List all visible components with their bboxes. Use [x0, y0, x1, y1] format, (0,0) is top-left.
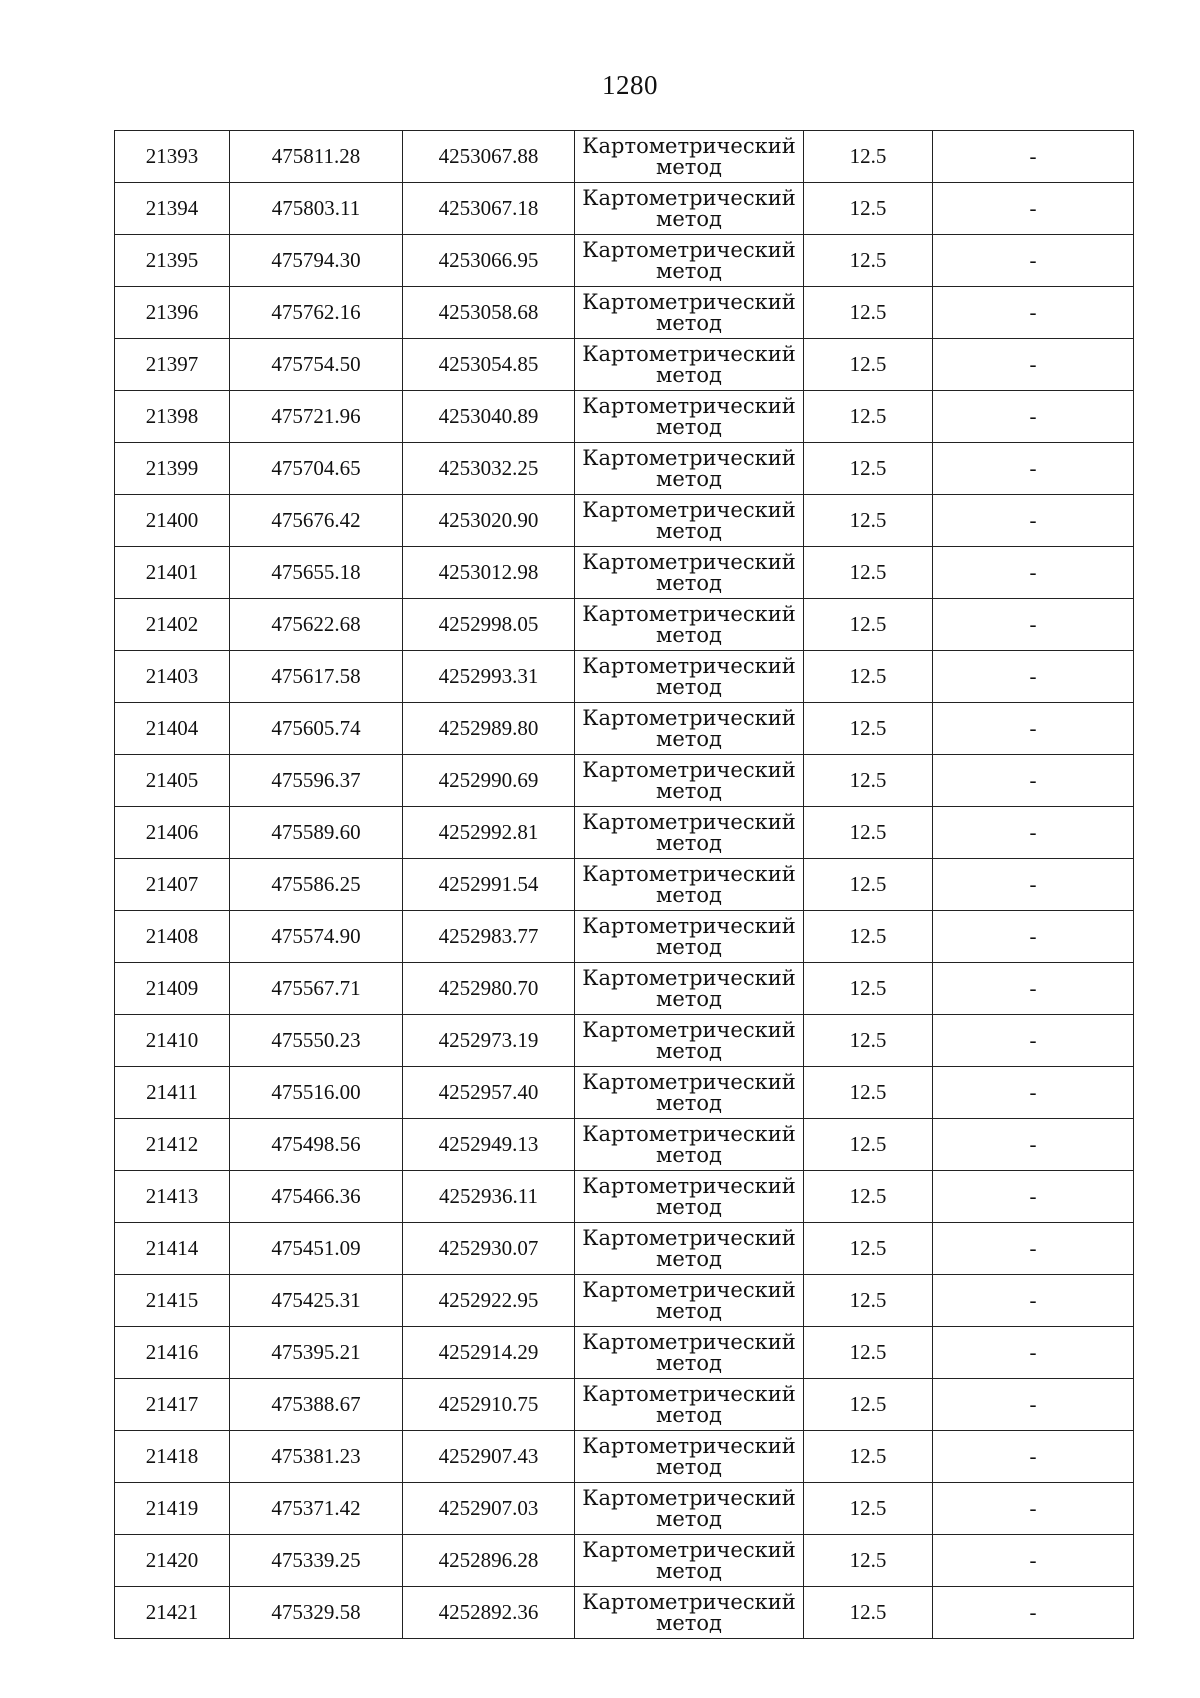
- accuracy-cell: 12.5: [804, 1535, 933, 1587]
- note-cell: -: [933, 703, 1134, 755]
- note-cell: -: [933, 339, 1134, 391]
- method-line1: Картометрический: [582, 965, 796, 990]
- method-line2: метод: [656, 1090, 722, 1115]
- x-coordinate-cell: 475574.90: [230, 911, 403, 963]
- x-coordinate-cell: 475721.96: [230, 391, 403, 443]
- note-cell: -: [933, 911, 1134, 963]
- x-coordinate-cell: 475395.21: [230, 1327, 403, 1379]
- method-cell: [575, 859, 804, 911]
- note-cell: -: [933, 1483, 1134, 1535]
- note-cell: -: [933, 287, 1134, 339]
- note-cell: -: [933, 1223, 1134, 1275]
- note-cell: -: [933, 131, 1134, 183]
- method-cell: [575, 1535, 804, 1587]
- accuracy-cell: 12.5: [804, 1067, 933, 1119]
- point-id-cell: 21407: [115, 859, 230, 911]
- note-cell: -: [933, 755, 1134, 807]
- note-cell: -: [933, 1015, 1134, 1067]
- x-coordinate-cell: 475655.18: [230, 547, 403, 599]
- note-cell: -: [933, 1171, 1134, 1223]
- note-cell: -: [933, 651, 1134, 703]
- accuracy-cell: 12.5: [804, 1483, 933, 1535]
- method-cell: [575, 1119, 804, 1171]
- y-coordinate-cell: 4252910.75: [403, 1379, 575, 1431]
- note-cell: -: [933, 1067, 1134, 1119]
- accuracy-cell: 12.5: [804, 1119, 933, 1171]
- table-row: [115, 183, 1134, 235]
- y-coordinate-cell: 4252892.36: [403, 1587, 575, 1639]
- table-row: [115, 1015, 1134, 1067]
- method-line2: метод: [656, 1506, 722, 1531]
- method-line1: Картометрический: [582, 1017, 796, 1042]
- y-coordinate-cell: 4252993.31: [403, 651, 575, 703]
- note-cell: -: [933, 547, 1134, 599]
- method-line2: метод: [656, 1610, 722, 1635]
- point-id-cell: 21417: [115, 1379, 230, 1431]
- method-cell: [575, 807, 804, 859]
- x-coordinate-cell: 475605.74: [230, 703, 403, 755]
- accuracy-cell: 12.5: [804, 1379, 933, 1431]
- method-line2: метод: [656, 1142, 722, 1167]
- method-line1: Картометрический: [582, 1381, 796, 1406]
- y-coordinate-cell: 4252991.54: [403, 859, 575, 911]
- x-coordinate-cell: 475550.23: [230, 1015, 403, 1067]
- table-row: [115, 1067, 1134, 1119]
- table-row: [115, 755, 1134, 807]
- method-line2: метод: [656, 1194, 722, 1219]
- note-cell: -: [933, 1275, 1134, 1327]
- table-row: [115, 599, 1134, 651]
- point-id-cell: 21419: [115, 1483, 230, 1535]
- point-id-cell: 21396: [115, 287, 230, 339]
- table-row: [115, 1483, 1134, 1535]
- y-coordinate-cell: 4252907.43: [403, 1431, 575, 1483]
- method-cell: [575, 495, 804, 547]
- point-id-cell: 21412: [115, 1119, 230, 1171]
- method-line2: метод: [656, 570, 722, 595]
- method-cell: [575, 1015, 804, 1067]
- method-line2: метод: [656, 1038, 722, 1063]
- table-row: [115, 547, 1134, 599]
- method-cell: [575, 287, 804, 339]
- y-coordinate-cell: 4252896.28: [403, 1535, 575, 1587]
- note-cell: -: [933, 1535, 1134, 1587]
- note-cell: -: [933, 859, 1134, 911]
- x-coordinate-cell: 475371.42: [230, 1483, 403, 1535]
- method-line1: Картометрический: [582, 1433, 796, 1458]
- method-cell: [575, 963, 804, 1015]
- accuracy-cell: 12.5: [804, 911, 933, 963]
- y-coordinate-cell: 4252973.19: [403, 1015, 575, 1067]
- accuracy-cell: 12.5: [804, 391, 933, 443]
- note-cell: -: [933, 443, 1134, 495]
- accuracy-cell: 12.5: [804, 1327, 933, 1379]
- coordinates-table: [114, 130, 1134, 1639]
- x-coordinate-cell: 475794.30: [230, 235, 403, 287]
- y-coordinate-cell: 4252922.95: [403, 1275, 575, 1327]
- method-line1: Картометрический: [582, 549, 796, 574]
- method-cell: [575, 391, 804, 443]
- table-row: [115, 911, 1134, 963]
- method-line2: метод: [656, 882, 722, 907]
- x-coordinate-cell: 475676.42: [230, 495, 403, 547]
- accuracy-cell: 12.5: [804, 183, 933, 235]
- point-id-cell: 21420: [115, 1535, 230, 1587]
- method-cell: [575, 1327, 804, 1379]
- method-line2: метод: [656, 518, 722, 543]
- point-id-cell: 21408: [115, 911, 230, 963]
- point-id-cell: 21401: [115, 547, 230, 599]
- accuracy-cell: 12.5: [804, 703, 933, 755]
- x-coordinate-cell: 475589.60: [230, 807, 403, 859]
- y-coordinate-cell: 4252957.40: [403, 1067, 575, 1119]
- method-line1: Картометрический: [582, 133, 796, 158]
- x-coordinate-cell: 475381.23: [230, 1431, 403, 1483]
- method-line1: Картометрический: [582, 1277, 796, 1302]
- y-coordinate-cell: 4253040.89: [403, 391, 575, 443]
- method-cell: [575, 1431, 804, 1483]
- point-id-cell: 21410: [115, 1015, 230, 1067]
- accuracy-cell: 12.5: [804, 651, 933, 703]
- method-line2: метод: [656, 674, 722, 699]
- accuracy-cell: 12.5: [804, 1587, 933, 1639]
- y-coordinate-cell: 4253054.85: [403, 339, 575, 391]
- method-line1: Картометрический: [582, 237, 796, 262]
- accuracy-cell: 12.5: [804, 1431, 933, 1483]
- accuracy-cell: 12.5: [804, 287, 933, 339]
- method-cell: [575, 183, 804, 235]
- method-line2: метод: [656, 986, 722, 1011]
- accuracy-cell: 12.5: [804, 495, 933, 547]
- method-line1: Картометрический: [582, 653, 796, 678]
- table-row: [115, 495, 1134, 547]
- accuracy-cell: 12.5: [804, 963, 933, 1015]
- method-line2: метод: [656, 310, 722, 335]
- y-coordinate-cell: 4252990.69: [403, 755, 575, 807]
- method-line1: Картометрический: [582, 1121, 796, 1146]
- note-cell: -: [933, 1431, 1134, 1483]
- point-id-cell: 21418: [115, 1431, 230, 1483]
- y-coordinate-cell: 4252914.29: [403, 1327, 575, 1379]
- method-cell: [575, 1379, 804, 1431]
- method-line1: Картометрический: [582, 809, 796, 834]
- y-coordinate-cell: 4252936.11: [403, 1171, 575, 1223]
- table-row: [115, 963, 1134, 1015]
- accuracy-cell: 12.5: [804, 1223, 933, 1275]
- method-line1: Картометрический: [582, 289, 796, 314]
- table-row: [115, 807, 1134, 859]
- note-cell: -: [933, 1587, 1134, 1639]
- note-cell: -: [933, 1119, 1134, 1171]
- y-coordinate-cell: 4253067.18: [403, 183, 575, 235]
- method-cell: [575, 443, 804, 495]
- x-coordinate-cell: 475425.31: [230, 1275, 403, 1327]
- accuracy-cell: 12.5: [804, 755, 933, 807]
- x-coordinate-cell: 475567.71: [230, 963, 403, 1015]
- method-line1: Картометрический: [582, 1485, 796, 1510]
- method-cell: [575, 599, 804, 651]
- method-line1: Картометрический: [582, 393, 796, 418]
- method-line1: Картометрический: [582, 705, 796, 730]
- x-coordinate-cell: 475586.25: [230, 859, 403, 911]
- method-line2: метод: [656, 934, 722, 959]
- method-line1: Картометрический: [582, 185, 796, 210]
- method-cell: [575, 1483, 804, 1535]
- method-line1: Картометрический: [582, 1537, 796, 1562]
- table-body: [115, 131, 1134, 1639]
- point-id-cell: 21406: [115, 807, 230, 859]
- method-cell: [575, 703, 804, 755]
- accuracy-cell: 12.5: [804, 547, 933, 599]
- point-id-cell: 21416: [115, 1327, 230, 1379]
- method-cell: [575, 235, 804, 287]
- point-id-cell: 21413: [115, 1171, 230, 1223]
- point-id-cell: 21421: [115, 1587, 230, 1639]
- method-line1: Картометрический: [582, 1329, 796, 1354]
- y-coordinate-cell: 4252992.81: [403, 807, 575, 859]
- method-line2: метод: [656, 726, 722, 751]
- point-id-cell: 21402: [115, 599, 230, 651]
- y-coordinate-cell: 4253032.25: [403, 443, 575, 495]
- x-coordinate-cell: 475704.65: [230, 443, 403, 495]
- method-line2: метод: [656, 1350, 722, 1375]
- accuracy-cell: 12.5: [804, 1015, 933, 1067]
- table-row: [115, 1223, 1134, 1275]
- point-id-cell: 21400: [115, 495, 230, 547]
- table-row: [115, 1171, 1134, 1223]
- method-cell: [575, 755, 804, 807]
- note-cell: -: [933, 1379, 1134, 1431]
- method-line2: метод: [656, 206, 722, 231]
- table-row: [115, 235, 1134, 287]
- table-row: [115, 1379, 1134, 1431]
- x-coordinate-cell: 475329.58: [230, 1587, 403, 1639]
- method-cell: [575, 911, 804, 963]
- note-cell: -: [933, 1327, 1134, 1379]
- method-line2: метод: [656, 1402, 722, 1427]
- method-cell: [575, 339, 804, 391]
- accuracy-cell: 12.5: [804, 131, 933, 183]
- note-cell: -: [933, 599, 1134, 651]
- note-cell: -: [933, 807, 1134, 859]
- method-cell: [575, 1587, 804, 1639]
- method-cell: [575, 131, 804, 183]
- x-coordinate-cell: 475811.28: [230, 131, 403, 183]
- y-coordinate-cell: 4253020.90: [403, 495, 575, 547]
- method-line2: метод: [656, 830, 722, 855]
- x-coordinate-cell: 475803.11: [230, 183, 403, 235]
- point-id-cell: 21397: [115, 339, 230, 391]
- x-coordinate-cell: 475388.67: [230, 1379, 403, 1431]
- method-cell: [575, 1223, 804, 1275]
- note-cell: -: [933, 495, 1134, 547]
- accuracy-cell: 12.5: [804, 599, 933, 651]
- y-coordinate-cell: 4252907.03: [403, 1483, 575, 1535]
- note-cell: -: [933, 235, 1134, 287]
- table-row: [115, 1431, 1134, 1483]
- page-number: 1280: [602, 70, 658, 100]
- y-coordinate-cell: 4252980.70: [403, 963, 575, 1015]
- method-line2: метод: [656, 414, 722, 439]
- method-line1: Картометрический: [582, 1069, 796, 1094]
- x-coordinate-cell: 475339.25: [230, 1535, 403, 1587]
- method-cell: [575, 1067, 804, 1119]
- accuracy-cell: 12.5: [804, 807, 933, 859]
- point-id-cell: 21404: [115, 703, 230, 755]
- table-row: [115, 859, 1134, 911]
- table-row: [115, 1587, 1134, 1639]
- point-id-cell: 21399: [115, 443, 230, 495]
- table-row: [115, 703, 1134, 755]
- method-line1: Картометрический: [582, 861, 796, 886]
- x-coordinate-cell: 475466.36: [230, 1171, 403, 1223]
- x-coordinate-cell: 475451.09: [230, 1223, 403, 1275]
- point-id-cell: 21409: [115, 963, 230, 1015]
- method-line1: Картометрический: [582, 341, 796, 366]
- point-id-cell: 21394: [115, 183, 230, 235]
- method-line2: метод: [656, 778, 722, 803]
- method-line2: метод: [656, 1558, 722, 1583]
- method-line1: Картометрический: [582, 1225, 796, 1250]
- x-coordinate-cell: 475516.00: [230, 1067, 403, 1119]
- method-line1: Картометрический: [582, 497, 796, 522]
- accuracy-cell: 12.5: [804, 339, 933, 391]
- x-coordinate-cell: 475762.16: [230, 287, 403, 339]
- y-coordinate-cell: 4253058.68: [403, 287, 575, 339]
- x-coordinate-cell: 475498.56: [230, 1119, 403, 1171]
- point-id-cell: 21398: [115, 391, 230, 443]
- table-row: [115, 443, 1134, 495]
- point-id-cell: 21414: [115, 1223, 230, 1275]
- method-line1: Картометрический: [582, 601, 796, 626]
- method-line2: метод: [656, 1454, 722, 1479]
- note-cell: -: [933, 183, 1134, 235]
- note-cell: -: [933, 391, 1134, 443]
- table-row: [115, 651, 1134, 703]
- accuracy-cell: 12.5: [804, 235, 933, 287]
- accuracy-cell: 12.5: [804, 1171, 933, 1223]
- table-row: [115, 287, 1134, 339]
- point-id-cell: 21405: [115, 755, 230, 807]
- x-coordinate-cell: 475596.37: [230, 755, 403, 807]
- y-coordinate-cell: 4252989.80: [403, 703, 575, 755]
- table-row: [115, 1535, 1134, 1587]
- note-cell: -: [933, 963, 1134, 1015]
- y-coordinate-cell: 4253066.95: [403, 235, 575, 287]
- method-line2: метод: [656, 1298, 722, 1323]
- y-coordinate-cell: 4252983.77: [403, 911, 575, 963]
- method-line2: метод: [656, 154, 722, 179]
- accuracy-cell: 12.5: [804, 1275, 933, 1327]
- method-line1: Картометрический: [582, 757, 796, 782]
- method-line1: Картометрический: [582, 445, 796, 470]
- point-id-cell: 21411: [115, 1067, 230, 1119]
- method-line2: метод: [656, 362, 722, 387]
- method-line2: метод: [656, 258, 722, 283]
- method-cell: [575, 547, 804, 599]
- accuracy-cell: 12.5: [804, 443, 933, 495]
- x-coordinate-cell: 475622.68: [230, 599, 403, 651]
- method-line2: метод: [656, 1246, 722, 1271]
- table-row: [115, 131, 1134, 183]
- method-cell: [575, 1171, 804, 1223]
- x-coordinate-cell: 475754.50: [230, 339, 403, 391]
- table-row: [115, 339, 1134, 391]
- table-row: [115, 1275, 1134, 1327]
- method-line1: Картометрический: [582, 1173, 796, 1198]
- point-id-cell: 21395: [115, 235, 230, 287]
- method-cell: [575, 651, 804, 703]
- method-line2: метод: [656, 466, 722, 491]
- table-row: [115, 391, 1134, 443]
- point-id-cell: 21403: [115, 651, 230, 703]
- method-cell: [575, 1275, 804, 1327]
- point-id-cell: 21415: [115, 1275, 230, 1327]
- y-coordinate-cell: 4252998.05: [403, 599, 575, 651]
- method-line1: Картометрический: [582, 1589, 796, 1614]
- y-coordinate-cell: 4252930.07: [403, 1223, 575, 1275]
- point-id-cell: 21393: [115, 131, 230, 183]
- x-coordinate-cell: 475617.58: [230, 651, 403, 703]
- method-line1: Картометрический: [582, 913, 796, 938]
- accuracy-cell: 12.5: [804, 859, 933, 911]
- y-coordinate-cell: 4253012.98: [403, 547, 575, 599]
- method-line2: метод: [656, 622, 722, 647]
- y-coordinate-cell: 4252949.13: [403, 1119, 575, 1171]
- table-row: [115, 1119, 1134, 1171]
- table-row: [115, 1327, 1134, 1379]
- y-coordinate-cell: 4253067.88: [403, 131, 575, 183]
